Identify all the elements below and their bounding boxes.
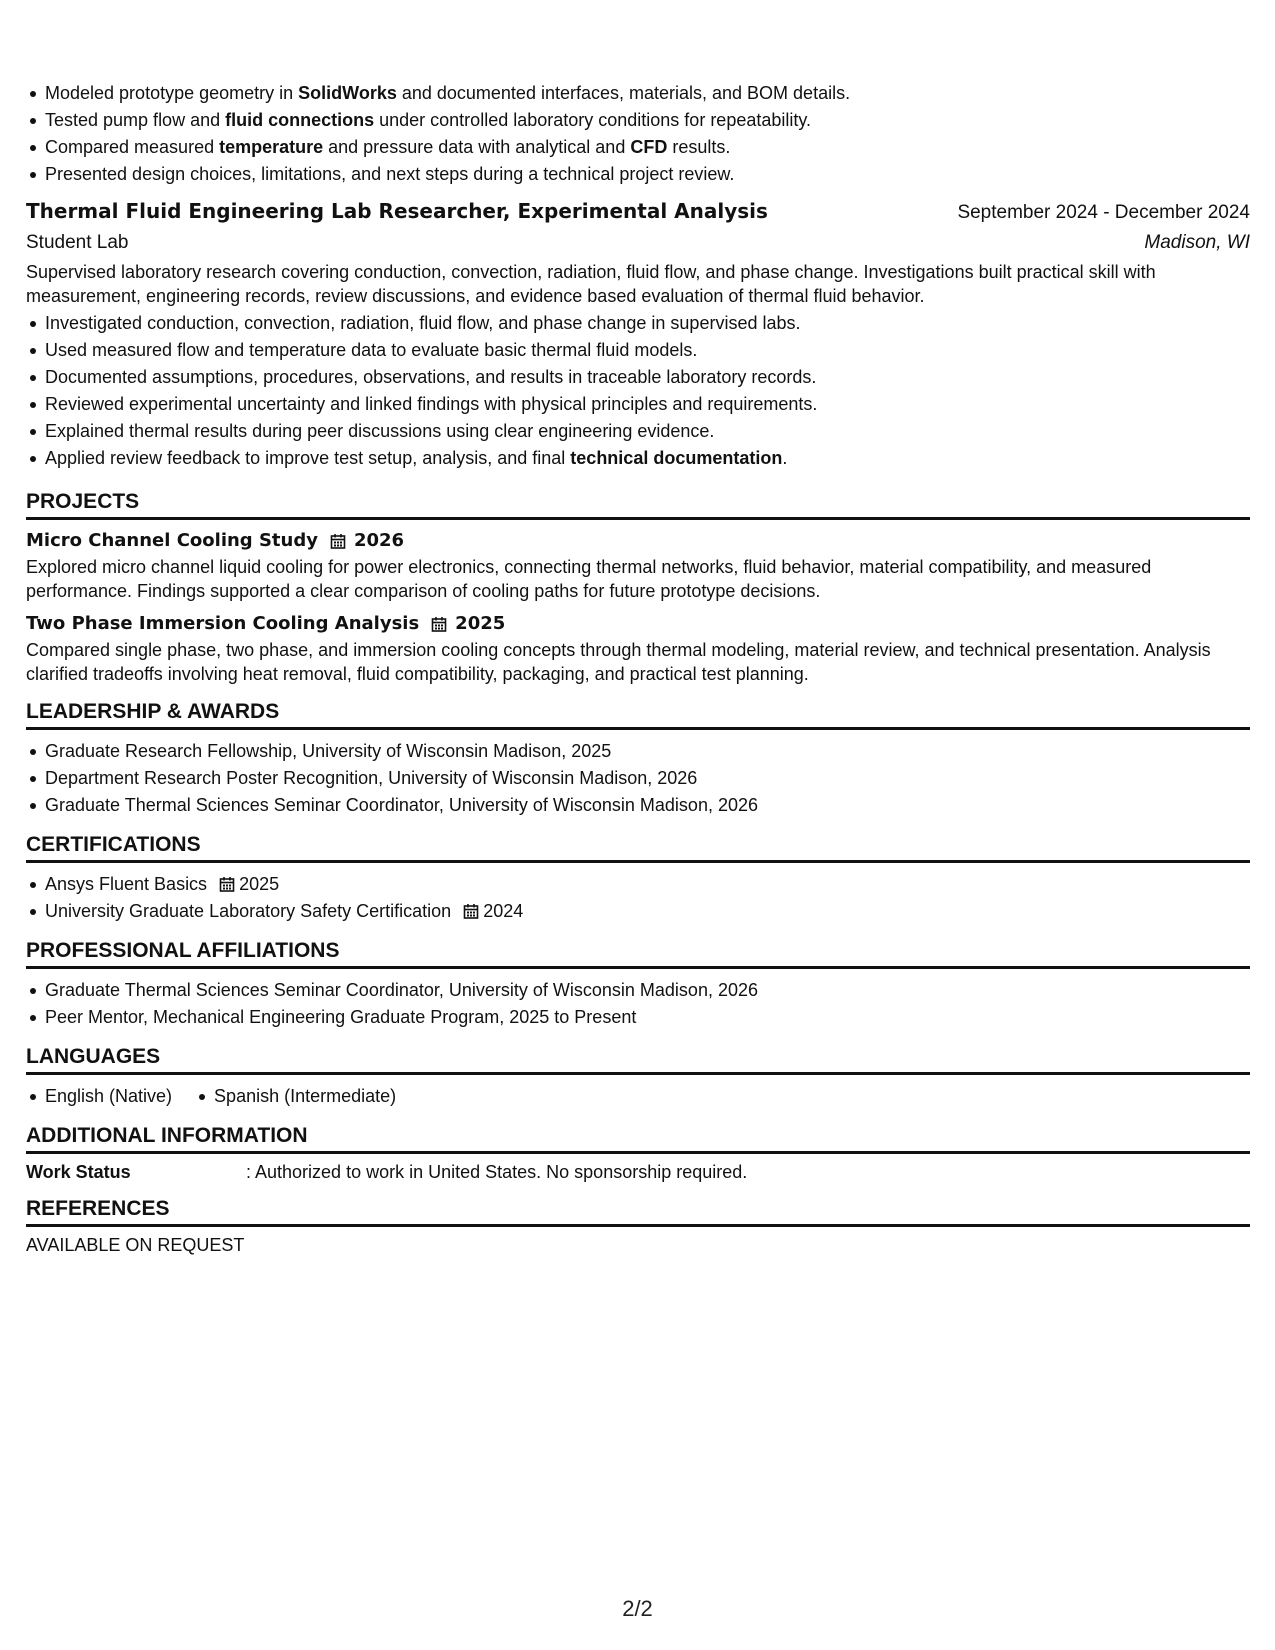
work-status-row [26,1162,1250,1183]
bullet-text: under controlled laboratory conditions for repeatability. [374,110,812,130]
calendar-icon [431,616,447,632]
job-bullet-item [45,445,1250,472]
project-entry [26,530,1250,603]
award-item: Department Research Poster Recognition, University of Wisconsin Madison, 2026 [45,765,1250,792]
job-location: Madison, WI [1144,232,1250,253]
additional-heading: ADDITIONAL INFORMATION [26,1124,1250,1154]
job-title: Thermal Fluid Engineering Lab Researcher, Experimental Analysis [26,199,768,223]
affiliations-section [26,939,1250,1031]
certification-year: 2024 [483,901,524,921]
project-title: Micro Channel Cooling Study [26,530,318,551]
certification-item [45,898,1250,925]
affiliation-item: Graduate Thermal Sciences Seminar Coordinator, University of Wisconsin Madison, 2026 [45,977,1250,1004]
job-bullets [26,310,1250,472]
work-status-value: : Authorized to work in United States. No sponsorship required. [246,1162,748,1182]
project-entry [26,613,1250,686]
project-header [26,530,1250,551]
job-bullet-item [45,418,1250,445]
resume-content [26,80,1250,1256]
affiliations-heading: PROFESSIONAL AFFILIATIONS [26,939,1250,969]
calendar-icon [330,533,346,549]
project-header [26,613,1250,634]
projects-heading: PROJECTS [26,490,1250,520]
languages-heading: LANGUAGES [26,1045,1250,1075]
bold-keyword: technical documentation [570,448,783,468]
experience-bullet-item [45,107,1250,134]
bullet-text: Investigated conduction, convection, radiation, fluid flow, and phase change in supervised labs. [45,313,801,333]
references-heading: REFERENCES [26,1197,1250,1227]
leadership-section [26,700,1250,819]
bullet-text: Explained thermal results during peer discussions using clear engineering evidence. [45,421,715,441]
job-subheader [26,232,1250,254]
award-item: Graduate Research Fellowship, University of Wisconsin Madison, 2025 [45,738,1250,765]
experience-bullet-item [45,80,1250,107]
languages-section [26,1045,1250,1110]
additional-section [26,1124,1250,1183]
work-status-label: Work Status [26,1162,131,1182]
projects-section [26,490,1250,686]
page-number: 2/2 [622,1596,653,1621]
project-title: Two Phase Immersion Cooling Analysis [26,613,420,634]
job-bullet-item [45,364,1250,391]
project-list [26,530,1250,686]
bullet-text: Compared measured [45,137,220,157]
references-section [26,1197,1250,1256]
language-item: English (Native) [45,1083,172,1110]
project-description: Compared single phase, two phase, and immersion cooling concepts through thermal modeling, material review, and technical presentation. Analysis clarified tradeoffs involving heat removal, fluid compatibility, packaging, and practical test planning. [26,640,1211,684]
job-header [26,199,1250,224]
bullet-text: Modeled prototype geometry in [45,83,299,103]
certification-item [45,871,1250,898]
bold-keyword: CFD [630,137,668,157]
bullet-text: Tested pump flow and [45,110,226,130]
bold-keyword: fluid connections [225,110,375,130]
job-bullet-item [45,337,1250,364]
leadership-list [26,738,1250,819]
certifications-section [26,833,1250,925]
references-text: AVAILABLE ON REQUEST [26,1235,245,1255]
calendar-icon [463,903,479,919]
experience-bullet-item [45,161,1250,188]
project-year: 2025 [455,613,506,634]
certifications-heading: CERTIFICATIONS [26,833,1250,863]
language-item: Spanish (Intermediate) [214,1083,396,1110]
certification-year: 2025 [239,874,280,894]
job-summary: Supervised laboratory research covering conduction, convection, radiation, fluid flow, and phase change. Investigations built practical skill with measurement, engineering records, review discussions, and evidence based evaluation of thermal fluid behavior. [26,262,1156,306]
project-description: Explored micro channel liquid cooling for power electronics, connecting thermal networks, fluid behavior, material compatibility, and measured performance. Findings supported a clear comparison of cooling paths for future prototype decisions. [26,557,1152,601]
experience-bullets [26,80,1250,188]
experience-bullet-item [45,134,1250,161]
languages-list [26,1083,1250,1110]
certification-name: University Graduate Laboratory Safety Certification [45,901,452,921]
calendar-icon [219,876,235,892]
bullet-text: and pressure data with analytical and [323,137,631,157]
affiliations-list [26,977,1250,1031]
job-organization: Student Lab [26,232,129,253]
certification-name: Ansys Fluent Basics [45,874,208,894]
bullet-text: results. [667,137,731,157]
bullet-text: Documented assumptions, procedures, observations, and results in traceable laboratory records. [45,367,817,387]
bold-keyword: temperature [219,137,324,157]
bullet-text: . [782,448,788,468]
job-bullet-item [45,310,1250,337]
bullet-text: Presented design choices, limitations, and next steps during a technical project review. [45,164,735,184]
bullet-text: and documented interfaces, materials, and BOM details. [396,83,851,103]
project-year: 2026 [353,530,405,551]
bullet-text: Reviewed experimental uncertainty and linked findings with physical principles and requirements. [45,394,818,414]
leadership-heading: LEADERSHIP & AWARDS [26,700,1250,730]
affiliation-item: Peer Mentor, Mechanical Engineering Graduate Program, 2025 to Present [45,1004,1250,1031]
bold-keyword: SolidWorks [298,83,397,103]
bullet-text: Applied review feedback to improve test setup, analysis, and final [45,448,571,468]
certifications-list [26,871,1250,925]
award-item: Graduate Thermal Sciences Seminar Coordinator, University of Wisconsin Madison, 2026 [45,792,1250,819]
job-bullet-item [45,391,1250,418]
job-dates: September 2024 - December 2024 [957,202,1250,223]
bullet-text: Used measured flow and temperature data to evaluate basic thermal fluid models. [45,340,698,360]
